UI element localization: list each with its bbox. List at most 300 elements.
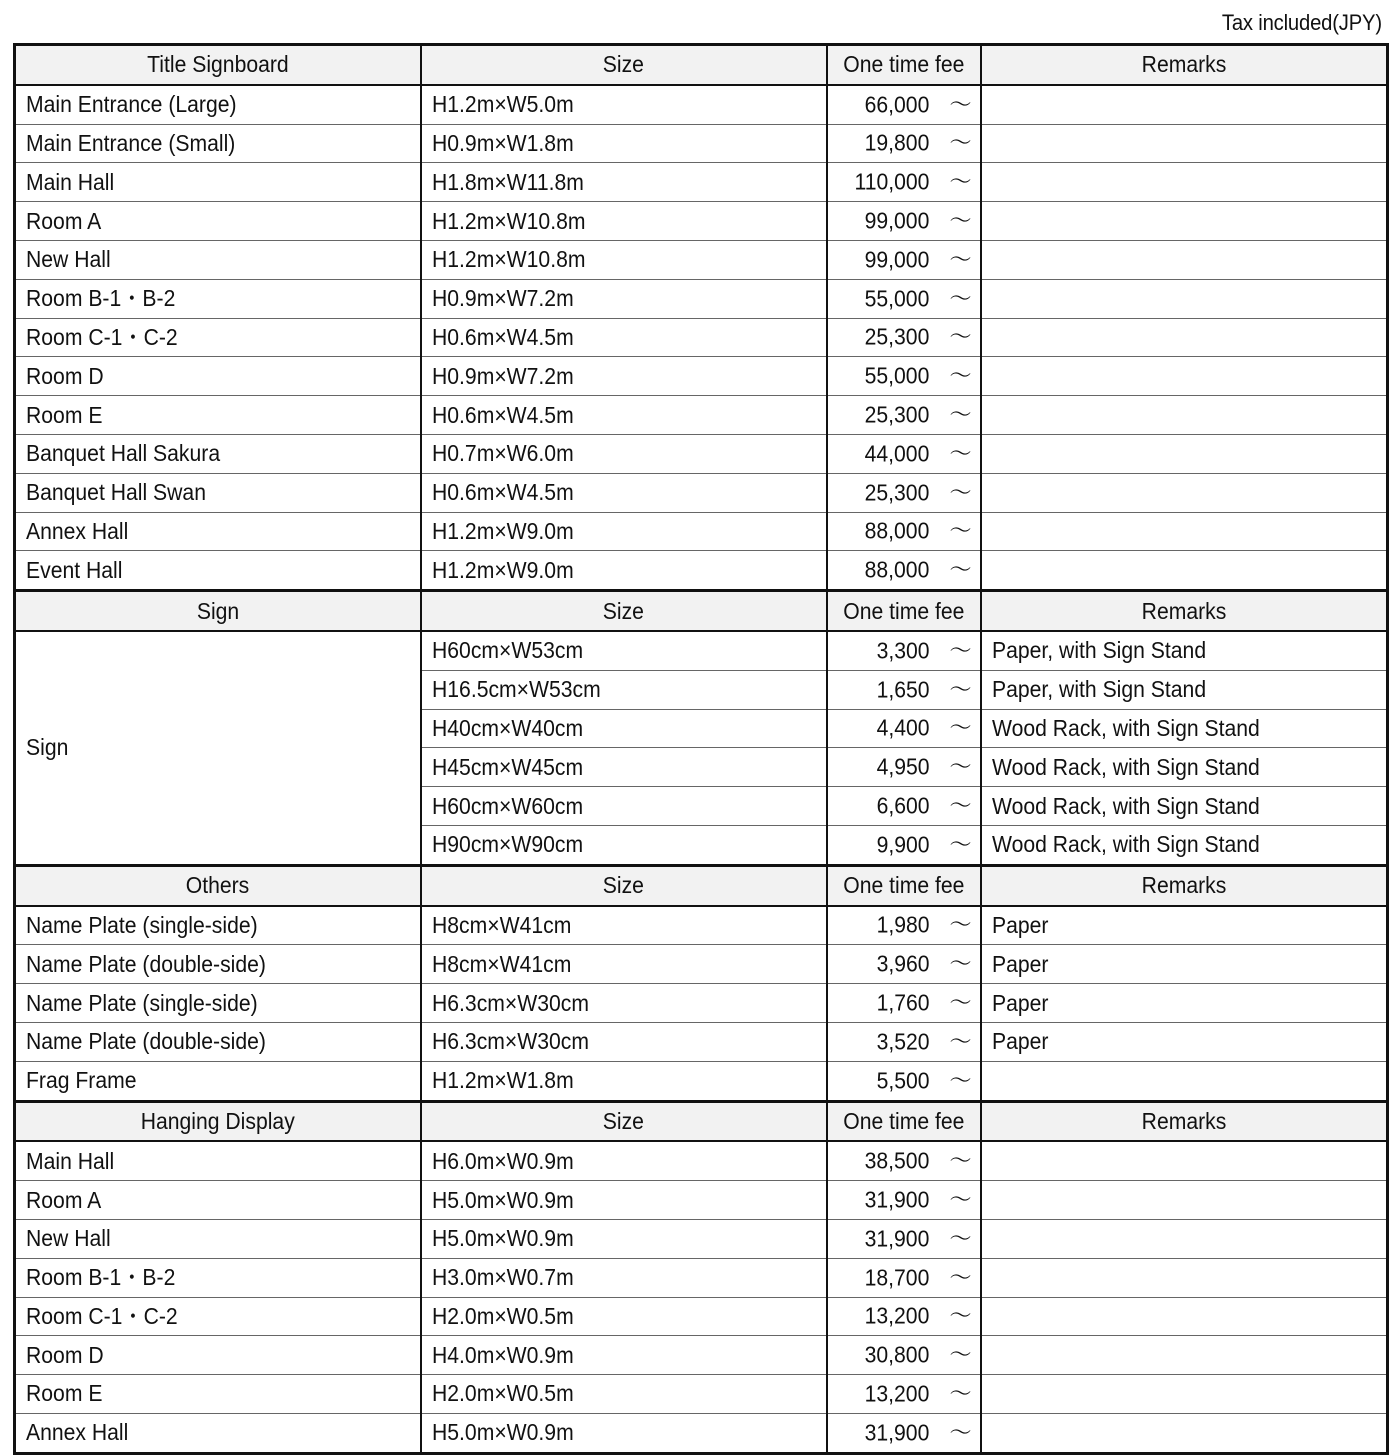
fee-header-cell [827,865,981,905]
table-row [15,473,1388,512]
item-size-cell [421,1297,827,1336]
item-name: Main Hall [26,1147,115,1174]
item-size-cell [421,396,827,435]
item-size-cell [421,279,827,318]
item-name-cell [15,1297,421,1336]
item-fee: 5,500 [876,1067,930,1094]
item-size: H1.8m×W11.8m [431,168,584,195]
tilde-mark: ～ [949,637,972,663]
item-remarks-cell [981,473,1388,512]
item-size-cell [421,787,827,826]
tax-note: Tax included(JPY) [1222,10,1382,35]
fee-header-cell [827,591,981,631]
item-fee: 1,980 [876,911,930,938]
tilde-mark: ～ [949,1264,972,1290]
item-fee: 31,900 [864,1419,930,1446]
item-name: Main Hall [26,168,115,195]
item-name: Room E [26,1380,103,1407]
item-fee: 88,000 [864,556,930,583]
item-name-cell [15,1061,421,1101]
item-size-cell [421,163,827,202]
item-name: Banquet Hall Swan [26,479,206,506]
table-row [15,434,1388,473]
item-name: Main Entrance (Large) [26,91,237,118]
item-fee: 9,900 [876,831,930,858]
item-fee: 19,800 [864,129,930,156]
item-name: Annex Hall [26,517,129,544]
item-remarks-cell [981,1141,1388,1180]
item-remarks-cell [981,1336,1388,1375]
remarks-header: Remarks [1141,51,1227,78]
size-header-cell [421,1101,827,1141]
item-name-cell [15,1258,421,1297]
tilde-mark: ～ [949,324,972,350]
item-remarks-cell [981,434,1388,473]
item-fee-cell [827,240,981,279]
table-row [15,551,1388,591]
item-fee: 3,960 [876,950,930,977]
table-row [15,1336,1388,1375]
item-remarks-cell [981,1022,1388,1061]
table-row [15,1181,1388,1220]
item-name: Room D [26,1341,104,1368]
table-row [15,318,1388,357]
category-header: Sign [196,597,239,624]
price-table [13,43,1389,1455]
item-fee-cell [827,124,981,163]
item-remarks-cell [981,279,1388,318]
table-row [15,1061,1388,1101]
item-fee-cell [827,1336,981,1375]
item-size-cell [421,240,827,279]
item-fee: 25,300 [864,479,930,506]
table-row [15,984,1388,1023]
table-row [15,240,1388,279]
item-fee: 25,300 [864,323,930,350]
item-name: Room E [26,401,103,428]
item-name-cell [15,631,421,865]
category-header-cell [15,865,421,905]
remarks-header-cell [981,591,1388,631]
remarks-header-cell [981,865,1388,905]
item-fee: 18,700 [864,1264,930,1291]
item-size: H6.0m×W0.9m [431,1147,574,1174]
remarks-header: Remarks [1141,597,1227,624]
item-remarks-cell [981,318,1388,357]
item-name: Frag Frame [26,1067,137,1094]
item-name-cell [15,318,421,357]
item-remarks-cell [981,1375,1388,1414]
tilde-mark: ～ [949,1380,972,1406]
size-header: Size [602,597,645,624]
item-size-cell [421,318,827,357]
item-name-cell [15,279,421,318]
item-fee: 13,200 [864,1302,930,1329]
tilde-mark: ～ [949,1028,972,1054]
tilde-mark: ～ [949,1067,972,1093]
item-size: H4.0m×W0.9m [431,1341,574,1368]
item-size: H1.2m×W5.0m [431,91,574,118]
item-name: Event Hall [26,556,123,583]
item-name-cell [15,202,421,241]
item-fee-cell [827,1413,981,1453]
item-name-cell [15,1336,421,1375]
item-fee-cell [827,1375,981,1414]
item-fee: 1,650 [876,676,930,703]
item-size-cell [421,1413,827,1453]
item-name: Room A [26,1186,102,1213]
item-name: Room B-1・B-2 [26,1264,176,1291]
item-fee-cell [827,631,981,670]
tilde-mark: ～ [949,676,972,702]
item-remarks-cell [981,1061,1388,1101]
item-fee: 1,760 [876,989,930,1016]
item-size-cell [421,85,827,124]
item-fee-cell [827,825,981,865]
item-fee: 99,000 [864,207,930,234]
item-size-cell [421,825,827,865]
item-remarks: Paper [991,950,1048,977]
item-size: H60cm×W60cm [431,792,583,819]
item-name-cell [15,1141,421,1180]
item-fee-cell [827,1258,981,1297]
item-remarks-cell [981,825,1388,865]
item-remarks-cell [981,202,1388,241]
tilde-mark: ～ [949,831,972,857]
item-size: H0.9m×W7.2m [431,362,574,389]
item-name-cell [15,1219,421,1258]
category-header-cell [15,591,421,631]
item-size: H2.0m×W0.5m [431,1380,574,1407]
item-remarks: Paper [991,911,1048,938]
item-size: H0.9m×W1.8m [431,129,574,156]
item-fee: 66,000 [864,91,930,118]
item-fee-cell [827,1022,981,1061]
item-name: Main Entrance (Small) [26,129,236,156]
item-fee: 55,000 [864,285,930,312]
item-size-cell [421,631,827,670]
item-size-cell [421,434,827,473]
item-name: Room B-1・B-2 [26,285,176,312]
item-size: H5.0m×W0.9m [431,1419,574,1446]
item-name-cell [15,1181,421,1220]
tilde-mark: ～ [949,754,972,780]
item-remarks-cell [981,984,1388,1023]
item-remarks-cell [981,1297,1388,1336]
item-fee-cell [827,670,981,709]
tilde-mark: ～ [949,951,972,977]
item-name: Room C-1・C-2 [26,1302,178,1329]
item-fee-cell [827,748,981,787]
size-header-cell [421,591,827,631]
item-size-cell [421,1022,827,1061]
item-size-cell [421,512,827,551]
item-remarks-cell [981,709,1388,748]
tilde-mark: ～ [949,1187,972,1212]
tilde-mark: ～ [949,557,972,583]
item-size-cell [421,1258,827,1297]
table-row [15,396,1388,435]
item-name: Room C-1・C-2 [26,323,178,350]
tilde-mark: ～ [949,130,972,156]
item-size-cell [421,357,827,396]
item-fee: 6,600 [876,792,930,819]
size-header-cell [421,865,827,905]
item-remarks: Paper [991,989,1048,1016]
table-row [15,1022,1388,1061]
item-size: H6.3cm×W30cm [431,989,589,1016]
tilde-mark: ～ [949,1419,972,1445]
item-remarks: Wood Rack, with Sign Stand [991,714,1260,741]
section-header-row [15,865,1388,905]
remarks-header-cell [981,45,1388,85]
item-fee-cell [827,396,981,435]
item-fee-cell [827,1141,981,1180]
item-remarks-cell [981,1258,1388,1297]
item-fee: 38,500 [864,1147,930,1174]
item-size-cell [421,1181,827,1220]
table-row [15,1258,1388,1297]
fee-header-cell [827,45,981,85]
item-fee-cell [827,906,981,945]
remarks-header-cell [981,1101,1388,1141]
section-header-row [15,45,1388,85]
tilde-mark: ～ [949,793,972,819]
item-size: H60cm×W53cm [431,637,583,664]
tilde-mark: ～ [949,1342,972,1368]
item-fee: 4,950 [876,753,930,780]
item-name: Room A [26,207,102,234]
table-row [15,279,1388,318]
item-fee: 44,000 [864,440,930,467]
item-size: H0.7m×W6.0m [431,440,574,467]
item-remarks-cell [981,787,1388,826]
item-remarks: Paper [991,1028,1048,1055]
tilde-mark: ～ [949,402,972,428]
tilde-mark: ～ [949,208,972,234]
tilde-mark: ～ [949,1225,972,1251]
table-row [15,1297,1388,1336]
item-name-cell [15,434,421,473]
item-fee-cell [827,1219,981,1258]
category-header: Title Signboard [146,51,289,78]
item-size: H16.5cm×W53cm [431,676,601,703]
size-header: Size [602,872,645,899]
tilde-mark: ～ [949,1148,972,1174]
item-size-cell [421,984,827,1023]
item-size: H2.0m×W0.5m [431,1302,574,1329]
section-header-row [15,1101,1388,1141]
item-name-cell [15,163,421,202]
item-size: H8cm×W41cm [431,950,571,977]
item-fee-cell [827,318,981,357]
item-name-cell [15,124,421,163]
fee-header: One time fee [842,872,965,899]
item-remarks-cell [981,357,1388,396]
tilde-mark: ～ [949,91,972,117]
item-size-cell [421,748,827,787]
item-remarks: Paper, with Sign Stand [991,676,1206,703]
item-size: H0.6m×W4.5m [431,323,574,350]
table-row [15,357,1388,396]
item-size-cell [421,670,827,709]
item-size: H5.0m×W0.9m [431,1186,574,1213]
item-size: H90cm×W90cm [431,831,583,858]
item-remarks-cell [981,124,1388,163]
tilde-mark: ～ [949,285,972,311]
item-name: Banquet Hall Sakura [26,440,221,467]
item-name-cell [15,357,421,396]
item-remarks-cell [981,85,1388,124]
item-size: H1.2m×W9.0m [431,517,574,544]
item-name: Name Plate (single-side) [26,989,258,1016]
item-name: Name Plate (double-side) [26,950,266,977]
item-remarks-cell [981,1181,1388,1220]
item-fee: 13,200 [864,1380,930,1407]
item-fee: 25,300 [864,401,930,428]
item-size: H5.0m×W0.9m [431,1225,574,1252]
item-remarks-cell [981,906,1388,945]
item-name: New Hall [26,1225,111,1252]
item-fee-cell [827,1181,981,1220]
table-row [15,163,1388,202]
item-fee: 55,000 [864,362,930,389]
item-fee: 110,000 [854,168,930,195]
item-size: H8cm×W41cm [431,911,571,938]
item-remarks-cell [981,512,1388,551]
item-remarks-cell [981,551,1388,591]
item-size-cell [421,473,827,512]
item-size-cell [421,202,827,241]
item-fee: 30,800 [864,1341,930,1368]
item-fee-cell [827,1297,981,1336]
table-row [15,124,1388,163]
item-size-cell [421,945,827,984]
item-name: New Hall [26,246,111,273]
item-fee-cell [827,551,981,591]
item-size: H45cm×W45cm [431,753,583,780]
item-size-cell [421,1375,827,1414]
item-size-cell [421,1336,827,1375]
item-size-cell [421,1061,827,1101]
item-fee-cell [827,709,981,748]
item-name-cell [15,945,421,984]
item-fee-cell [827,434,981,473]
item-remarks-cell [981,748,1388,787]
tilde-mark: ～ [949,715,972,741]
item-remarks-cell [981,631,1388,670]
tilde-mark: ～ [949,518,972,544]
item-name: Sign [26,734,69,761]
fee-header: One time fee [842,1107,965,1134]
item-name-cell [15,473,421,512]
item-name: Name Plate (double-side) [26,1028,266,1055]
item-name-cell [15,1413,421,1453]
item-fee-cell [827,984,981,1023]
item-fee: 31,900 [864,1225,930,1252]
item-fee-cell [827,85,981,124]
item-size-cell [421,1141,827,1180]
item-size: H3.0m×W0.7m [431,1264,574,1291]
item-size: H1.2m×W10.8m [431,246,585,273]
item-size-cell [421,124,827,163]
item-size: H1.2m×W1.8m [431,1067,574,1094]
size-header: Size [602,1107,645,1134]
item-remarks-cell [981,1413,1388,1453]
tilde-mark: ～ [949,912,972,938]
item-name: Room D [26,362,104,389]
item-remarks-cell [981,163,1388,202]
item-fee-cell [827,787,981,826]
item-size: H6.3cm×W30cm [431,1028,589,1055]
item-fee: 99,000 [864,246,930,273]
item-name-cell [15,85,421,124]
table-row [15,1219,1388,1258]
item-name: Name Plate (single-side) [26,911,258,938]
item-fee: 31,900 [864,1186,930,1213]
item-name-cell [15,984,421,1023]
item-fee-cell [827,1061,981,1101]
item-name-cell [15,396,421,435]
item-size-cell [421,1219,827,1258]
item-size-cell [421,906,827,945]
item-size: H1.2m×W9.0m [431,556,574,583]
item-fee-cell [827,279,981,318]
tilde-mark: ～ [949,363,972,389]
table-row [15,85,1388,124]
table-row [15,1141,1388,1180]
item-size: H0.9m×W7.2m [431,285,574,312]
item-remarks-cell [981,240,1388,279]
item-remarks: Wood Rack, with Sign Stand [991,753,1260,780]
item-remarks: Wood Rack, with Sign Stand [991,792,1260,819]
item-name-cell [15,906,421,945]
remarks-header: Remarks [1141,1107,1227,1134]
table-row [15,1375,1388,1414]
tilde-mark: ～ [949,990,972,1016]
table-row [15,512,1388,551]
fee-header: One time fee [842,597,965,624]
tilde-mark: ～ [949,1303,972,1329]
category-header: Others [185,872,250,899]
item-fee-cell [827,357,981,396]
category-header-cell [15,1101,421,1141]
fee-header-cell [827,1101,981,1141]
item-size: H1.2m×W10.8m [431,207,585,234]
table-row [15,202,1388,241]
item-fee-cell [827,473,981,512]
item-name-cell [15,1022,421,1061]
fee-header: One time fee [842,51,965,78]
item-name-cell [15,1375,421,1414]
tilde-mark: ～ [949,440,972,466]
table-row [15,631,1388,670]
size-header-cell [421,45,827,85]
remarks-header: Remarks [1141,872,1227,899]
tilde-mark: ～ [949,246,972,272]
item-size: H0.6m×W4.5m [431,479,574,506]
item-name-cell [15,551,421,591]
table-row [15,945,1388,984]
item-fee: 3,520 [876,1028,930,1055]
item-size: H0.6m×W4.5m [431,401,574,428]
item-remarks-cell [981,670,1388,709]
item-remarks: Paper, with Sign Stand [991,637,1206,664]
tilde-mark: ～ [949,479,972,505]
item-remarks-cell [981,945,1388,984]
category-header-cell [15,45,421,85]
item-remarks: Wood Rack, with Sign Stand [991,831,1260,858]
